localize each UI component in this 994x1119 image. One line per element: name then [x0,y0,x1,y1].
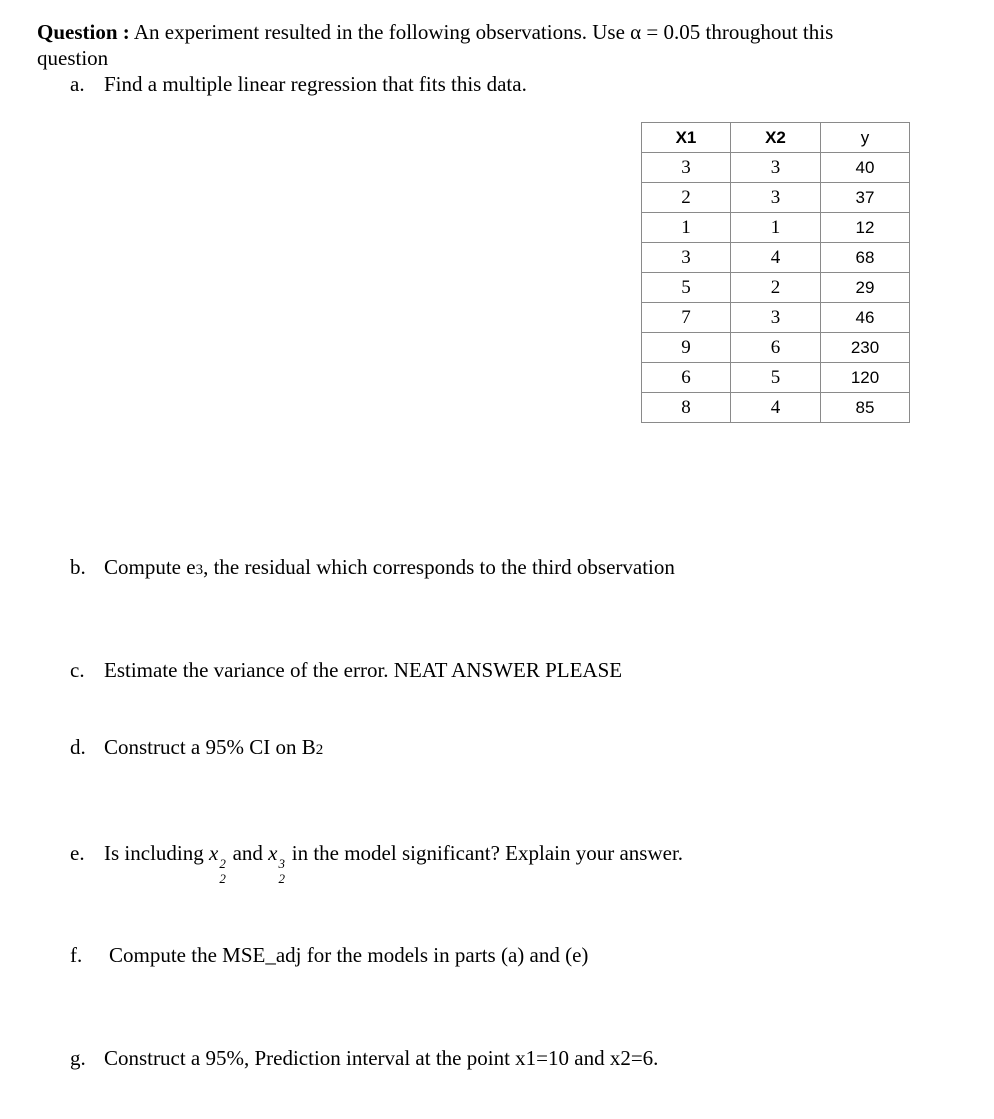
cell-x1: 1 [642,213,731,243]
cell-x2: 4 [731,243,821,273]
part-f [70,943,588,968]
cell-y: 120 [821,363,910,393]
part-e-label: e. [70,841,85,865]
cell-x2: 3 [731,303,821,333]
cell-y: 46 [821,303,910,333]
table-row [642,363,910,393]
header-y: y [821,123,910,153]
cell-x1: 3 [642,243,731,273]
math-x2-cubed: x 3 2 [268,841,285,886]
header-x1: X1 [642,123,731,153]
part-b-label: b. [70,555,86,579]
question-text-1: An experiment resulted in the following observations. Use α = 0.05 throughout this [133,20,834,44]
table-header-row [642,123,910,153]
part-a [70,72,527,97]
cell-x1: 8 [642,393,731,423]
part-b-subscript: 3 [195,562,204,578]
cell-y: 68 [821,243,910,273]
part-d-subscript: 2 [315,742,324,758]
cell-y: 85 [821,393,910,423]
question-label: Question : [37,20,130,44]
part-c-label: c. [70,658,85,682]
part-b-text-post: , the residual which corresponds to the third observation [203,555,675,579]
part-e-and: and [227,841,269,865]
part-e-text-pre: Is including [104,841,209,865]
cell-x2: 3 [731,183,821,213]
cell-y: 230 [821,333,910,363]
table-row [642,273,910,303]
data-table [641,122,910,423]
cell-x1: 7 [642,303,731,333]
part-g [70,1046,658,1071]
question-line-1 [37,20,833,45]
cell-x2: 2 [731,273,821,303]
cell-x1: 3 [642,153,731,183]
cell-x1: 6 [642,363,731,393]
part-f-text: Compute the MSE_adj for the models in parts (a) and (e) [109,943,589,967]
part-f-label: f. [70,943,83,967]
cell-y: 40 [821,153,910,183]
part-b-text-pre: Compute e [104,555,196,579]
table-row [642,303,910,333]
part-c [70,658,622,683]
cell-y: 37 [821,183,910,213]
part-e [70,841,684,886]
table-row [642,213,910,243]
part-a-label: a. [70,72,85,96]
math-x2-squared: x 2 2 [209,841,226,886]
cell-y: 29 [821,273,910,303]
part-d [70,735,323,763]
table-row [642,333,910,363]
cell-x2: 3 [731,153,821,183]
cell-x1: 2 [642,183,731,213]
table-row [642,153,910,183]
cell-x2: 5 [731,363,821,393]
table-row [642,243,910,273]
part-g-text: Construct a 95%, Prediction interval at the point x1=10 and x2=6. [104,1046,659,1070]
part-d-label: d. [70,735,86,759]
part-a-text: Find a multiple linear regression that fits this data. [104,72,527,96]
part-e-text-post: in the model significant? Explain your answer. [286,841,684,865]
part-d-text: Construct a 95% CI on B [104,735,316,759]
part-c-text: Estimate the variance of the error. NEAT ANSWER PLEASE [104,658,623,682]
cell-x1: 5 [642,273,731,303]
cell-x2: 1 [731,213,821,243]
cell-y: 12 [821,213,910,243]
table-row [642,393,910,423]
cell-x1: 9 [642,333,731,363]
table-row [642,183,910,213]
cell-x2: 4 [731,393,821,423]
question-line-2: question [37,46,109,70]
part-g-label: g. [70,1046,86,1070]
header-x2: X2 [731,123,821,153]
cell-x2: 6 [731,333,821,363]
part-b [70,555,675,583]
